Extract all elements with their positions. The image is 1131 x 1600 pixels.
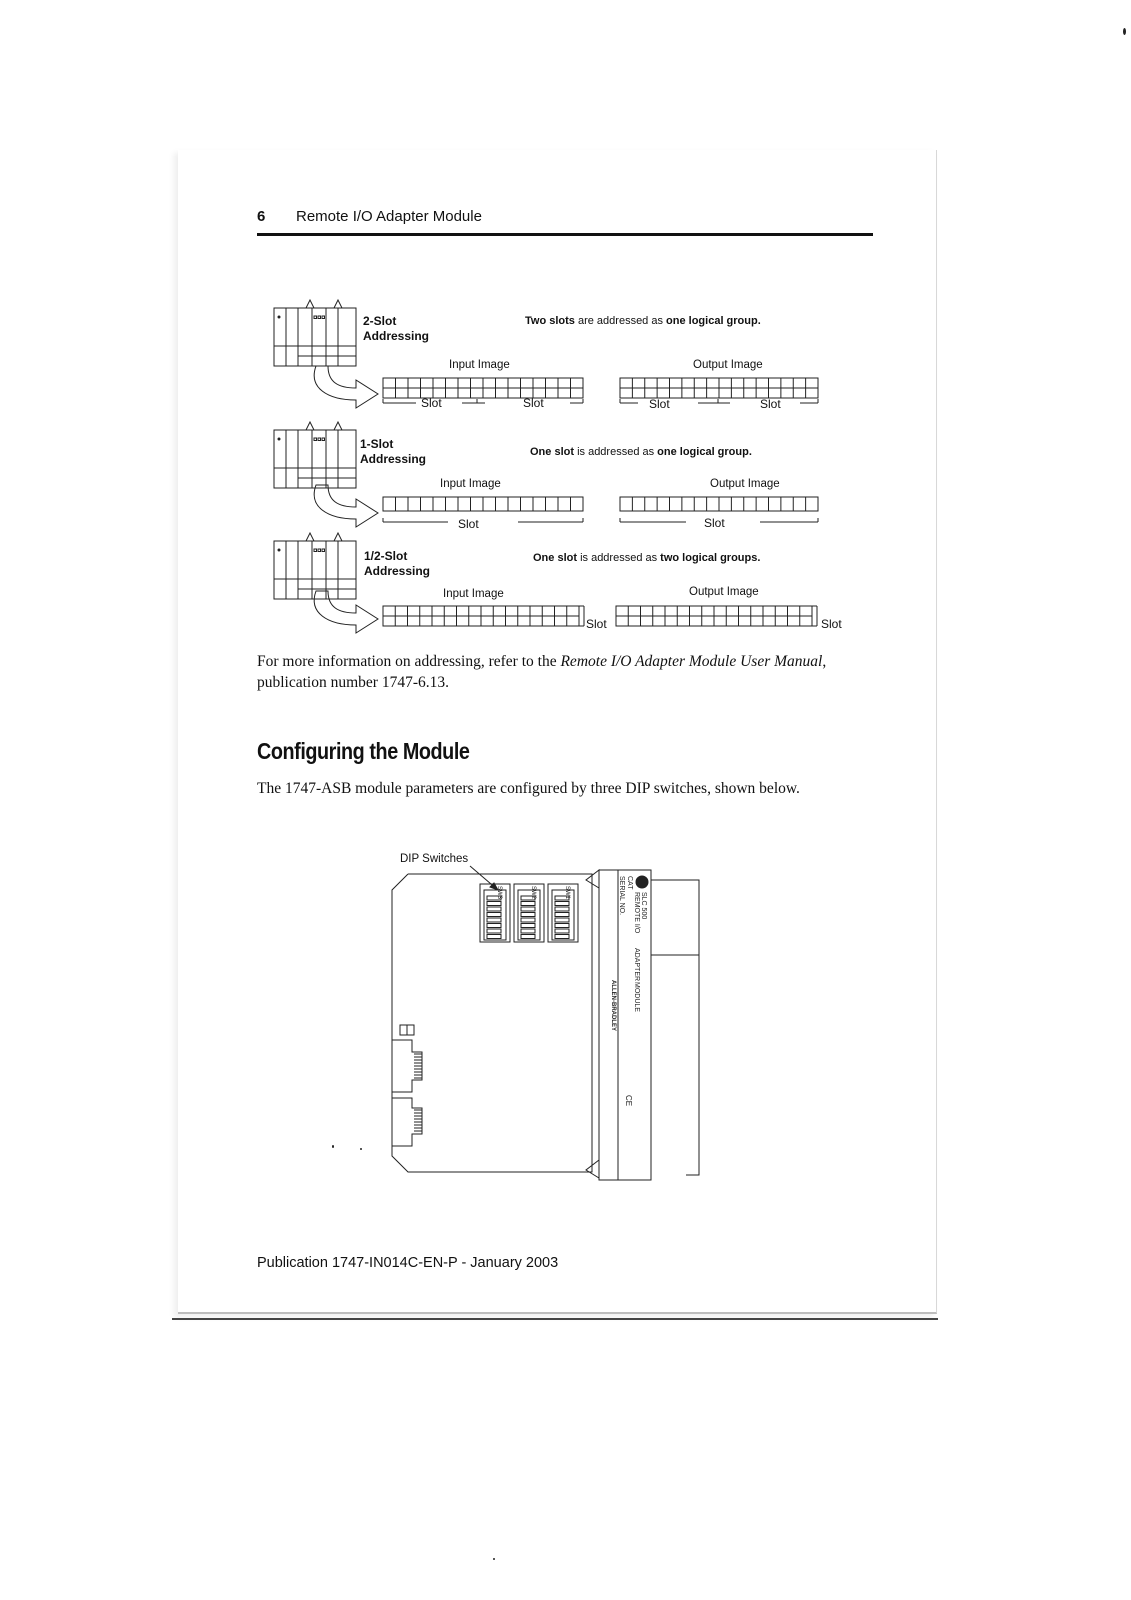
scan-speck — [360, 1148, 362, 1150]
input-image-label: Input Image — [449, 359, 510, 371]
slot-label: Slot — [704, 516, 725, 530]
manual-title: Remote I/O Adapter Module User Manual — [560, 653, 823, 670]
faceplate-line: ADAPTER — [633, 948, 640, 982]
section-body-paragraph: The 1747-ASB module parameters are configured by three DIP switches, shown below. — [257, 780, 800, 797]
page-edge-line — [172, 1318, 938, 1320]
faceplate-line: REMOTE I/O — [633, 892, 640, 934]
module-drawing — [380, 860, 720, 1190]
running-header-title: Remote I/O Adapter Module — [296, 208, 482, 225]
switch-label-sw2: SW2 — [530, 886, 536, 900]
input-image-half-slot — [383, 606, 579, 626]
chassis-1-slot — [274, 422, 356, 488]
brand-label: ALLEN-BRADLEY — [610, 980, 616, 1031]
slot-label: Slot — [458, 517, 479, 531]
section-title: Configuring the Module — [257, 738, 470, 764]
slot-bracket — [812, 606, 817, 626]
ce-mark: CE — [624, 1095, 633, 1107]
input-image-label: Input Image — [443, 588, 504, 600]
dip-switches-callout: DIP Switches — [400, 853, 469, 865]
slot-label: Slot — [523, 396, 544, 410]
slot-brace — [383, 518, 583, 522]
mode-label-half-slot: 1/2-Slot Addressing — [364, 549, 431, 578]
output-image-label: Output Image — [693, 359, 763, 371]
scan-speck — [1123, 28, 1126, 35]
slot-label: Slot — [586, 617, 607, 631]
faceplate-line: MODULE — [633, 982, 640, 1012]
dip-switch-block — [548, 884, 578, 942]
addressing-figure — [0, 0, 1131, 700]
dip-switch-block — [480, 884, 510, 942]
slot-label: Slot — [821, 617, 842, 631]
publication-footer: Publication 1747-IN014C-EN-P - January 2003 — [257, 1255, 559, 1271]
output-image-label: Output Image — [689, 586, 759, 598]
output-image-half-slot — [616, 606, 812, 626]
arrow-1-slot — [314, 485, 378, 527]
output-image-label: Output Image — [710, 478, 780, 490]
input-image-label: Input Image — [440, 478, 501, 490]
serial-label: SERIAL NO. — [618, 876, 625, 916]
mode-label-1-slot: 1-Slot Addressing — [360, 437, 427, 466]
faceplate-line: SLC 500 — [640, 892, 647, 920]
switch-label-sw3: SW3 — [496, 886, 502, 900]
mode-label-2-slot: 2-Slot Addressing — [363, 314, 430, 343]
dip-switch-block — [514, 884, 544, 942]
slot-bracket — [579, 606, 584, 626]
arrow-2-slot — [314, 366, 378, 408]
addressing-diagram-graphics — [0, 0, 1131, 700]
output-image-2-slot — [620, 378, 818, 398]
slot-label: Slot — [649, 397, 670, 411]
mode-description-2-slot: Two slots are addressed as one logical group. — [525, 315, 761, 327]
scan-speck — [493, 1558, 495, 1560]
module-figure — [380, 860, 720, 1190]
scan-speck — [332, 1145, 334, 1148]
page-number: 6 — [257, 208, 266, 225]
chassis-2-slot — [274, 300, 356, 366]
switch-label-sw1: SW1 — [564, 886, 570, 900]
arrow-half-slot — [314, 591, 378, 633]
mode-description-half-slot: One slot is addressed as two logical groups. — [533, 552, 761, 564]
chassis-half-slot — [274, 533, 356, 599]
output-image-1-slot — [620, 497, 818, 511]
input-image-2-slot — [383, 378, 583, 398]
slot-label: Slot — [421, 396, 442, 410]
mode-description-1-slot: One slot is addressed as one logical group. — [530, 446, 752, 458]
cat-label: CAT — [626, 876, 633, 890]
input-image-1-slot — [383, 497, 583, 511]
slot-label: Slot — [760, 397, 781, 411]
addressing-reference-paragraph: For more information on addressing, refer to the Remote I/O Adapter Module User Manual, publication number 1747-6.13. — [257, 653, 827, 691]
